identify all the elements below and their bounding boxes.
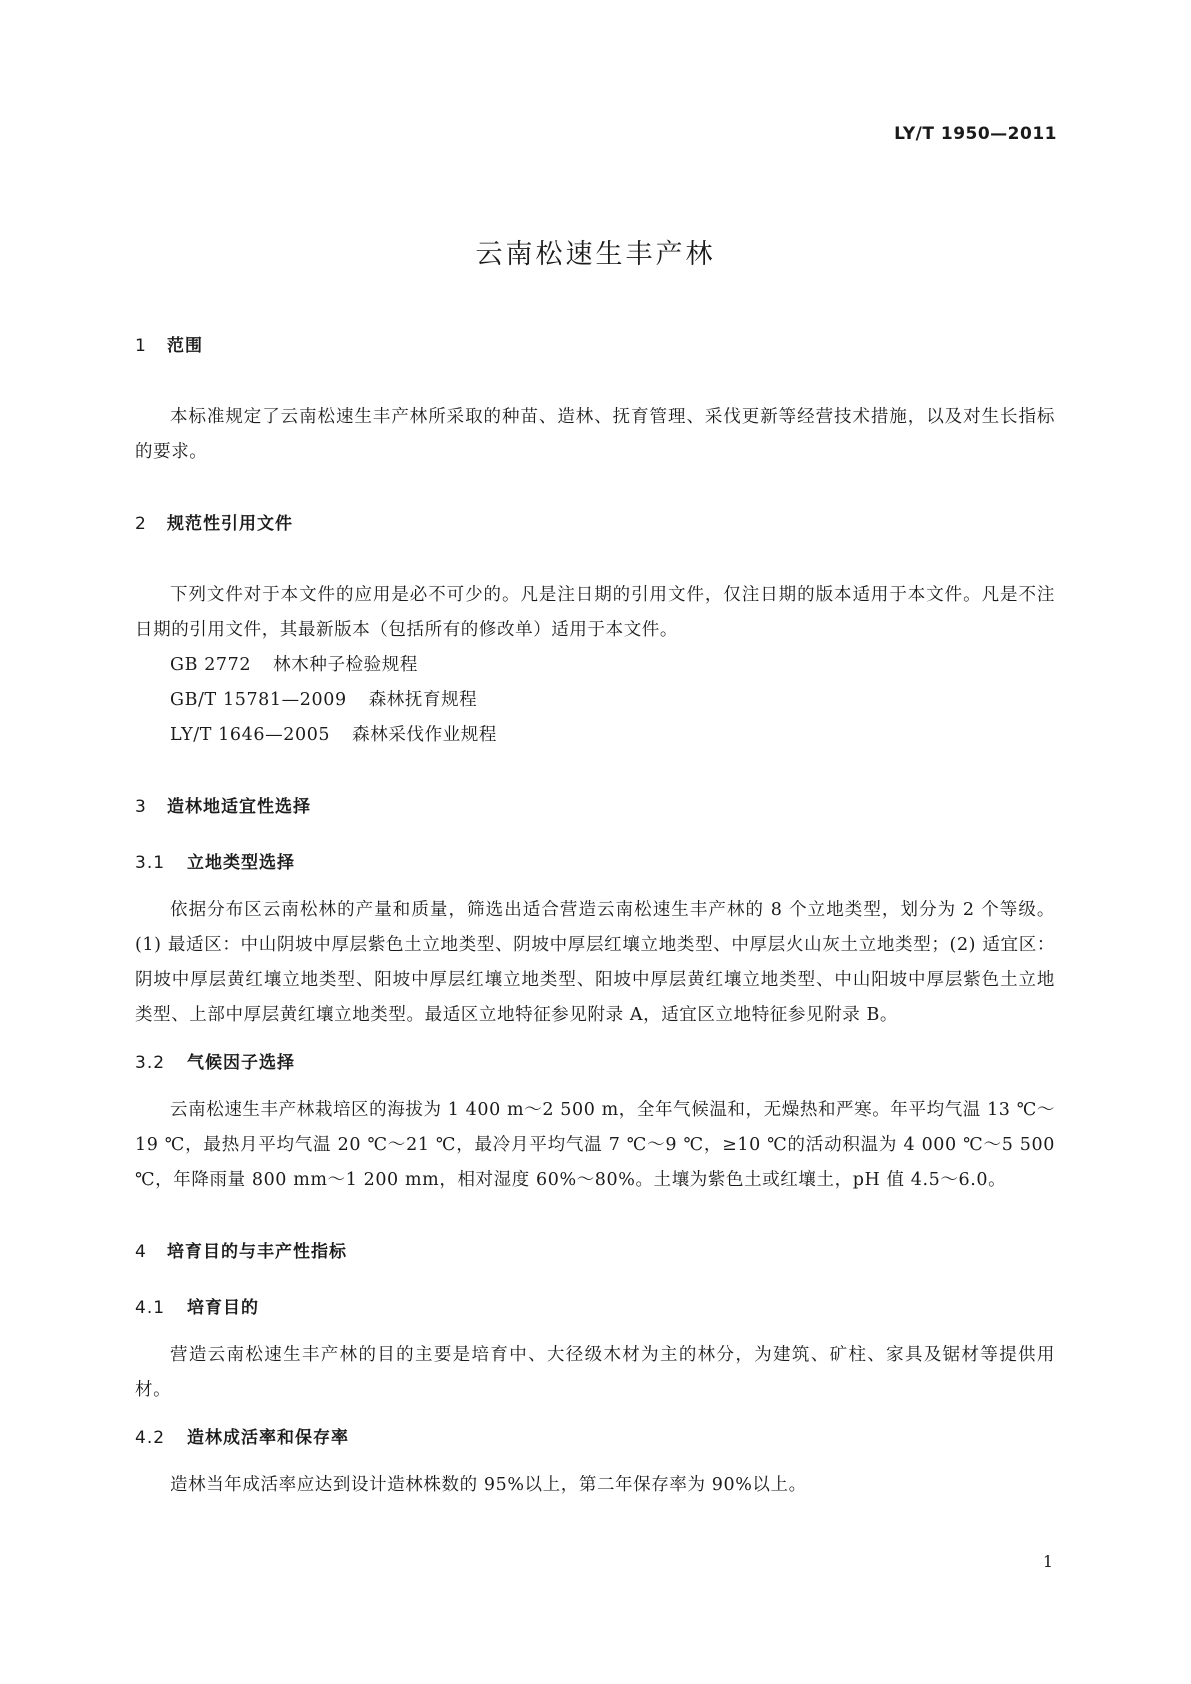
subsection-4-1-heading bbox=[135, 1294, 1055, 1322]
section-title: 造林地适宜性选择 bbox=[167, 797, 311, 817]
subsection-3-1-paragraph: 依据分布区云南松林的产量和质量，筛选出适合营造云南松速生丰产林的 8 个立地类型，划分为 2 个等级。(1) 最适区：中山阴坡中厚层紫色土立地类型、阴坡中厚层红壤立地类型、中厚层火山灰土立地类型；(2) 适宜区：阴坡中厚层黄红壤立地类型、阳坡中厚层红壤立地类型、阳坡中厚层黄红壤立地类型、中山阳坡中厚层紫色土立地类型、上部中厚层黄红壤立地类型。最适区立地特征参见附录 A，适宜区立地特征参见附录 B。 bbox=[135, 900, 1055, 1025]
subsection-3-1-heading bbox=[135, 849, 1055, 877]
subsection-number: 4.1 bbox=[135, 1298, 166, 1318]
section-1-paragraph: 本标准规定了云南松速生丰产林所采取的种苗、造林、抚育管理、采伐更新等经营技术措施，以及对生长指标的要求。 bbox=[135, 407, 1055, 462]
subsection-4-2-paragraph: 造林当年成活率应达到设计造林株数的 95%以上，第二年保存率为 90%以上。 bbox=[170, 1475, 807, 1495]
section-2-paragraph: 下列文件对于本文件的应用是必不可少的。凡是注日期的引用文件，仅注日期的版本适用于本文件。凡是不注日期的引用文件，其最新版本（包括所有的修改单）适用于本文件。 bbox=[135, 585, 1055, 640]
subsection-number: 4.2 bbox=[135, 1428, 166, 1448]
reference-code: LY/T 1646—2005 bbox=[170, 725, 331, 745]
section-number: 3 bbox=[135, 797, 147, 817]
subsection-number: 3.1 bbox=[135, 853, 166, 873]
document-body bbox=[135, 332, 1055, 1503]
section-title: 范围 bbox=[167, 336, 203, 356]
section-title: 培育目的与丰产性指标 bbox=[167, 1242, 347, 1262]
subsection-title: 造林成活率和保存率 bbox=[187, 1428, 349, 1448]
subsection-title: 培育目的 bbox=[187, 1298, 259, 1318]
reference-item bbox=[135, 683, 1055, 718]
section-4-heading bbox=[135, 1238, 1055, 1266]
subsection-number: 3.2 bbox=[135, 1053, 166, 1073]
standard-code: LY/T 1950—2011 bbox=[894, 124, 1057, 144]
section-2-heading bbox=[135, 510, 1055, 538]
section-3-heading bbox=[135, 793, 1055, 821]
section-1-heading bbox=[135, 332, 1055, 360]
section-number: 1 bbox=[135, 336, 147, 356]
reference-title: 林木种子检验规程 bbox=[273, 655, 418, 675]
subsection-title: 气候因子选择 bbox=[187, 1053, 295, 1073]
section-number: 2 bbox=[135, 514, 147, 534]
subsection-4-1-paragraph: 营造云南松速生丰产林的目的主要是培育中、大径级木材为主的林分，为建筑、矿柱、家具及锯材等提供用材。 bbox=[135, 1345, 1055, 1400]
document-title: 云南松速生丰产林 bbox=[475, 239, 716, 270]
subsection-title: 立地类型选择 bbox=[187, 853, 295, 873]
reference-item bbox=[135, 718, 1055, 753]
reference-code: GB 2772 bbox=[170, 655, 252, 675]
subsection-3-2-heading bbox=[135, 1049, 1055, 1077]
page-number: 1 bbox=[1042, 1552, 1053, 1571]
reference-item bbox=[135, 648, 1055, 683]
reference-title: 森林抚育规程 bbox=[368, 690, 478, 710]
subsection-4-2-heading bbox=[135, 1424, 1055, 1452]
subsection-3-2-paragraph: 云南松速生丰产林栽培区的海拔为 1 400 m～2 500 m，全年气候温和，无燥热和严寒。年平均气温 13 ℃～19 ℃，最热月平均气温 20 ℃～21 ℃，最冷月平均气温 7 ℃～9 ℃，≥10 ℃的活动积温为 4 000 ℃～5 500 ℃，年降雨量 800 mm～1 200 mm，相对湿度 60%～80%。土壤为紫色土或红壤土，pH 值 4.5～6.0。 bbox=[135, 1100, 1055, 1190]
section-title: 规范性引用文件 bbox=[167, 514, 293, 534]
reference-title: 森林采伐作业规程 bbox=[352, 725, 497, 745]
reference-code: GB/T 15781—2009 bbox=[170, 690, 347, 710]
section-number: 4 bbox=[135, 1242, 147, 1262]
